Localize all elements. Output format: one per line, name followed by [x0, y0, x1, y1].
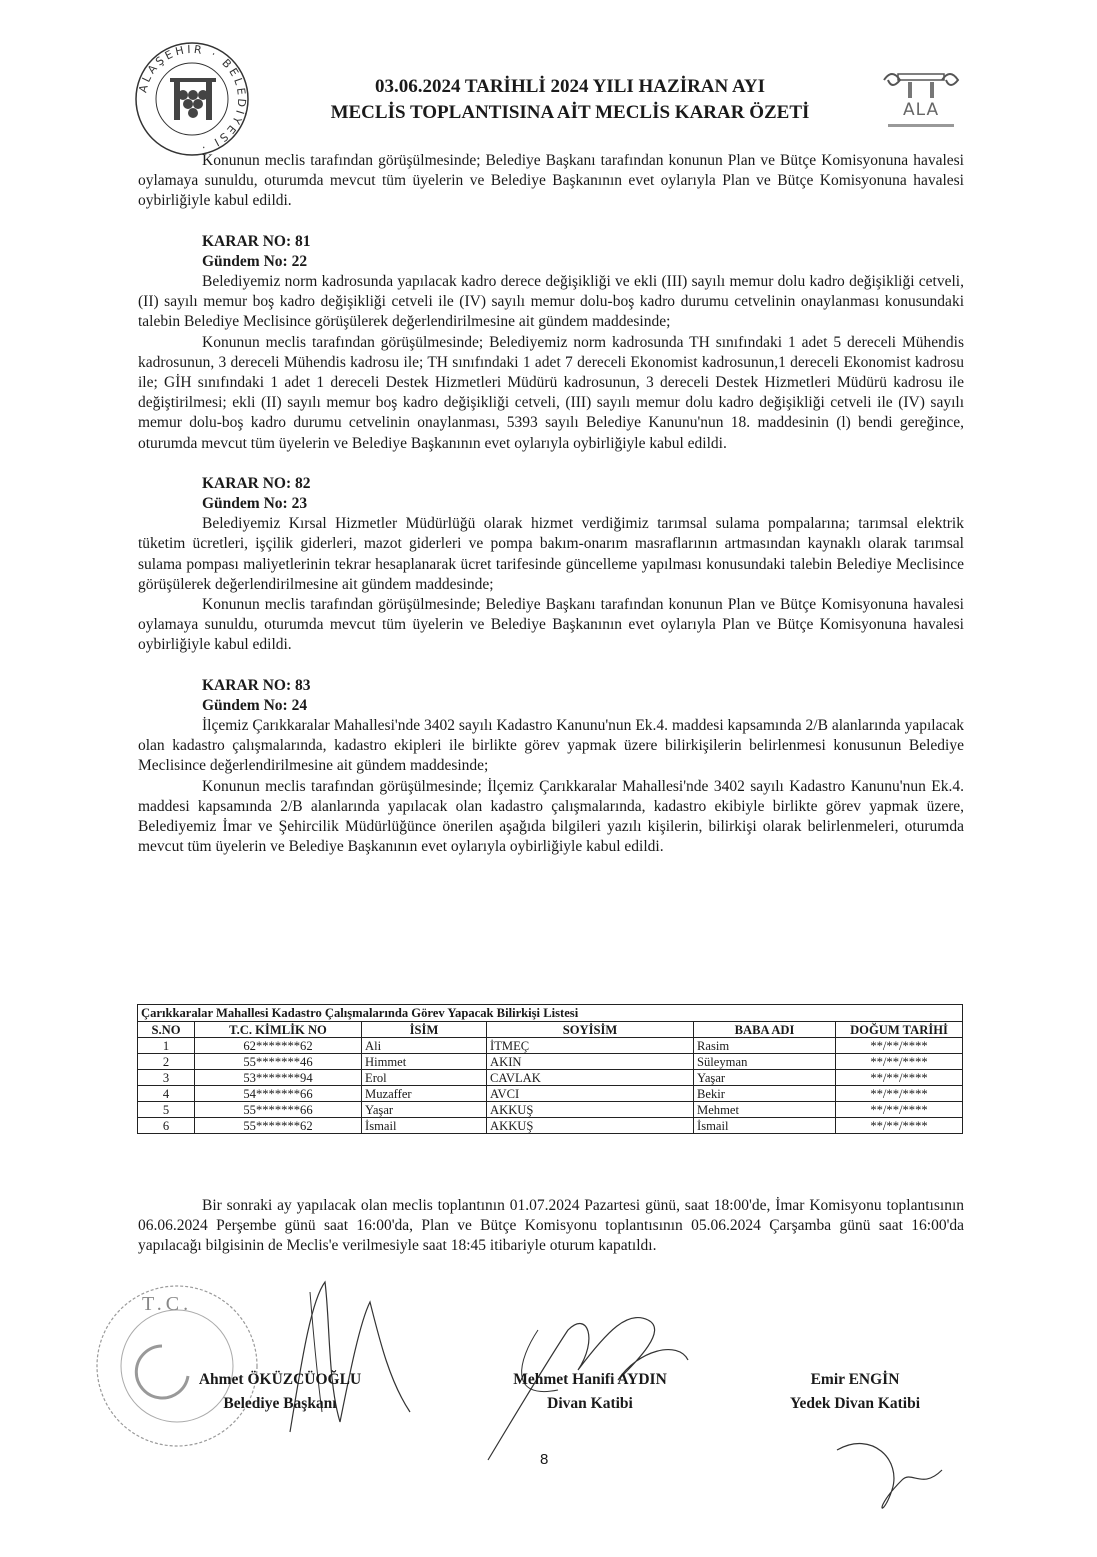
- header-line-1: 03.06.2024 TARİHLİ 2024 YILI HAZİRAN AYI: [374, 76, 766, 97]
- page-number: 8: [540, 1451, 549, 1468]
- decision-paragraph: Konunun meclis tarafından görüşülmesinde; İlçemiz Çarıkkaralar Mahallesi'nde 3402 sayılı Kadastro Kanunu'nun Ek.4. maddesi kapsamında 2/B alanlarında yapılacak olan kadastro çalışmalarında, kadastro ekibiyle birlikte görev yapmak üzere, Belediyemiz İmar ve Şehircilik Müdürlüğünce önerilen aşağıda bilgileri yazılı kişilerin, bilirkişi olarak belirlenmeleri, oturumda mevcut tüm üyelerin ve Belediye Başkanının evet oylarıyla oybirliğiyle kabul edildi.: [138, 777, 964, 856]
- signatory-name: Mehmet Hanifi AYDIN: [513, 1371, 667, 1388]
- table-row: [138, 1118, 963, 1134]
- decision-83: [138, 676, 964, 858]
- signature-3: [832, 1430, 962, 1525]
- table-row: [138, 1054, 963, 1070]
- gundem-no: Gündem No: 23: [202, 495, 308, 513]
- karar-no: KARAR NO: 82: [202, 474, 311, 492]
- ala-logo-text: ALA: [903, 100, 940, 120]
- table-cell: Rasim: [694, 1038, 836, 1054]
- column-header: T.C. KİMLİK NO: [195, 1022, 362, 1038]
- table-cell: 4: [138, 1086, 195, 1102]
- signatory-title: Divan Katibi: [547, 1395, 633, 1412]
- signatory-title: Belediye Başkanı: [223, 1395, 337, 1412]
- table-cell: **/**/****: [836, 1086, 963, 1102]
- signature-block-clerk: [470, 1368, 710, 1416]
- karar-no: KARAR NO: 81: [202, 232, 311, 250]
- table-cell: 3: [138, 1070, 195, 1086]
- table-cell: 62*******62: [195, 1038, 362, 1054]
- table-row: [138, 1038, 963, 1054]
- table-cell: 55*******46: [195, 1054, 362, 1070]
- signatory-name: Emir ENGİN: [810, 1371, 900, 1388]
- column-header: DOĞUM TARİHİ: [836, 1022, 963, 1038]
- column-header: İSİM: [362, 1022, 487, 1038]
- table-cell: AKKUŞ: [487, 1118, 694, 1134]
- table-cell: 2: [138, 1054, 195, 1070]
- table-cell: AKKUŞ: [487, 1102, 694, 1118]
- table-cell: AVCI: [487, 1086, 694, 1102]
- document-header: [280, 74, 860, 126]
- decision-paragraph: Konunun meclis tarafından görüşülmesinde; Belediyemiz norm kadrosunda TH sınıfındaki 1 adet 5 dereceli Mühendis kadrosunun, 3 dereceli Mühendis kadrosu ile; TH sınıfındaki 1 adet 7 dereceli Ekonomist kadrosunun,1 dereceli Ekonomist kadrosu ile; GİH sınıfındaki 1 adet 1 dereceli Destek Hizmetleri Müdürü kadrosunun, 3 dereceli Destek Hizmetleri Müdürü kadrosu ile değiştirilmesi; ekli (II) sayılı memur boş kadro değişikliği cetveli, (III) sayılı memur dolu kadro değişikliği cetveli ile (IV) sayılı memur dolu-boş kadro durumu cetvelinin onaylanması, 5393 sayılı Belediye Kanunu'nun 18. maddesinin (l) bendi gereğince, oturumda mevcut tüm üyelerin ve Belediye Başkanının evet oylarıyla oybirliğiyle kabul edildi.: [138, 333, 964, 452]
- header-line-2: MECLİS TOPLANTISINA AİT MECLİS KARAR ÖZETİ: [330, 102, 810, 123]
- table-header-row: [138, 1022, 963, 1038]
- decision-82: [138, 474, 964, 656]
- table-cell: Muzaffer: [362, 1086, 487, 1102]
- table-cell: Yaşar: [362, 1102, 487, 1118]
- expert-list-table: [137, 1004, 963, 1134]
- table-cell: Mehmet: [694, 1102, 836, 1118]
- table-cell: Himmet: [362, 1054, 487, 1070]
- table-cell: Bekir: [694, 1086, 836, 1102]
- table-cell: Süleyman: [694, 1054, 836, 1070]
- table-cell: CAVLAK: [487, 1070, 694, 1086]
- column-header: S.NO: [138, 1022, 195, 1038]
- document-body: [138, 151, 964, 858]
- table-cell: 6: [138, 1118, 195, 1134]
- stamp-text: T.C.: [142, 1293, 193, 1315]
- table-cell: AKIN: [487, 1054, 694, 1070]
- table-caption: Çarıkkaralar Mahallesi Kadastro Çalışmalarında Görev Yapacak Bilirkişi Listesi: [137, 1004, 963, 1021]
- column-header: SOYİSİM: [487, 1022, 694, 1038]
- table-cell: **/**/****: [836, 1054, 963, 1070]
- decision-81: [138, 232, 964, 454]
- municipality-seal-logo: [133, 40, 251, 158]
- signatory-title: Yedek Divan Katibi: [789, 1395, 921, 1412]
- decision-paragraph: Belediyemiz norm kadrosunda yapılacak kadro derece değişikliği ve ekli (III) sayılı memur dolu kadro değişikliği cetveli, (II) sayılı memur boş kadro değişikliği cetveli ile (IV) sayılı memur dolu-boş kadro durumu cetvelinin onaylanması konusundaki talebin Belediye Meclisince görüşülerek değerlendirilmesine ait gündem maddesinde;: [138, 273, 964, 331]
- decision-paragraph: Konunun meclis tarafından görüşülmesinde; Belediye Başkanı tarafından konunun Plan ve Bütçe Komisyonuna havalesi oylamaya sunuldu, oturumda mevcut tüm üyelerin ve Belediye Başkanının evet oylarıyla Plan ve Bütçe Komisyonuna havalesi oybirliğiyle kabul edildi.: [138, 596, 964, 654]
- table-cell: Ali: [362, 1038, 487, 1054]
- column-header: BABA ADI: [694, 1022, 836, 1038]
- table-cell: Yaşar: [694, 1070, 836, 1086]
- decision-paragraph: İlçemiz Çarıkkaralar Mahallesi'nde 3402 sayılı Kadastro Kanunu'nun Ek.4. maddesi kapsamında 2/B alanlarında yapılacak olan kadastro çalışmalarında, kadastro ekipleri ile birlikte görev yapmak üzere bilirkişilerin belirlenmesi konusunun Belediye Meclisince değerlendirilmesine ait gündem maddesinde;: [138, 717, 964, 775]
- table-cell: **/**/****: [836, 1070, 963, 1086]
- svg-text:ALAŞEHİR · BELEDİYESİ ·: ALAŞEHİR · BELEDİYESİ ·: [136, 42, 249, 155]
- table-cell: İTMEÇ: [487, 1038, 694, 1054]
- intro-paragraph: Konunun meclis tarafından görüşülmesinde; Belediye Başkanı tarafından konunun Plan ve Bütçe Komisyonuna havalesi oylamaya sunuldu, oturumda mevcut tüm üyelerin ve Belediye Başkanının evet oylarıyla Plan ve Bütçe Komisyonuna havalesi oybirliğiyle kabul edildi.: [138, 152, 964, 210]
- table-cell: 54*******66: [195, 1086, 362, 1102]
- table-cell: İsmail: [362, 1118, 487, 1134]
- gundem-no: Gündem No: 24: [202, 696, 308, 714]
- table-row: [138, 1102, 963, 1118]
- table-cell: **/**/****: [836, 1038, 963, 1054]
- table-row: [138, 1070, 963, 1086]
- table-row: [138, 1086, 963, 1102]
- signature-block-mayor: [170, 1368, 390, 1416]
- gundem-no: Gündem No: 22: [202, 252, 308, 270]
- karar-no: KARAR NO: 83: [202, 676, 311, 694]
- decision-paragraph: Belediyemiz Kırsal Hizmetler Müdürlüğü olarak hizmet verdiğimiz tarımsal sulama pompalarına; tarımsal elektrik tüketim ücretleri, işçilik giderleri, mazot giderleri ve pompa bakım-onarım masraflarının artmasından kaynaklı olarak tarımsal sulama pompası maliyetlerinin tekrar hesaplanarak ücret tarifesinde güncelleme yapılması konusundaki talebin Belediye Meclisince görüşülerek değerlendirilmesine ait gündem maddesinde;: [138, 515, 964, 593]
- table-cell: **/**/****: [836, 1118, 963, 1134]
- closing-section: [138, 1196, 964, 1257]
- signatory-name: Ahmet ÖKÜZCÜOĞLU: [198, 1371, 362, 1388]
- table-cell: 53*******94: [195, 1070, 362, 1086]
- signature-block-deputy-clerk: [760, 1368, 950, 1416]
- table-cell: 55*******66: [195, 1102, 362, 1118]
- table-cell: Erol: [362, 1070, 487, 1086]
- table-cell: İsmail: [694, 1118, 836, 1134]
- closing-paragraph: Bir sonraki ay yapılacak olan meclis toplantının 01.07.2024 Pazartesi günü, saat 18:00'de, İmar Komisyonu toplantısının 06.06.2024 Perşembe günü saat 16:00'da, Plan ve Bütçe Komisyonu toplantısının 05.06.2024 Çarşamba günü saat 16:00'da yapılacağı bilgisinin de Meclis'e verilmesiyle saat 18:45 itibariyle oturum kapatıldı.: [138, 1197, 964, 1255]
- table-cell: 5: [138, 1102, 195, 1118]
- table-cell: 55*******62: [195, 1118, 362, 1134]
- table-cell: 1: [138, 1038, 195, 1054]
- table-cell: **/**/****: [836, 1102, 963, 1118]
